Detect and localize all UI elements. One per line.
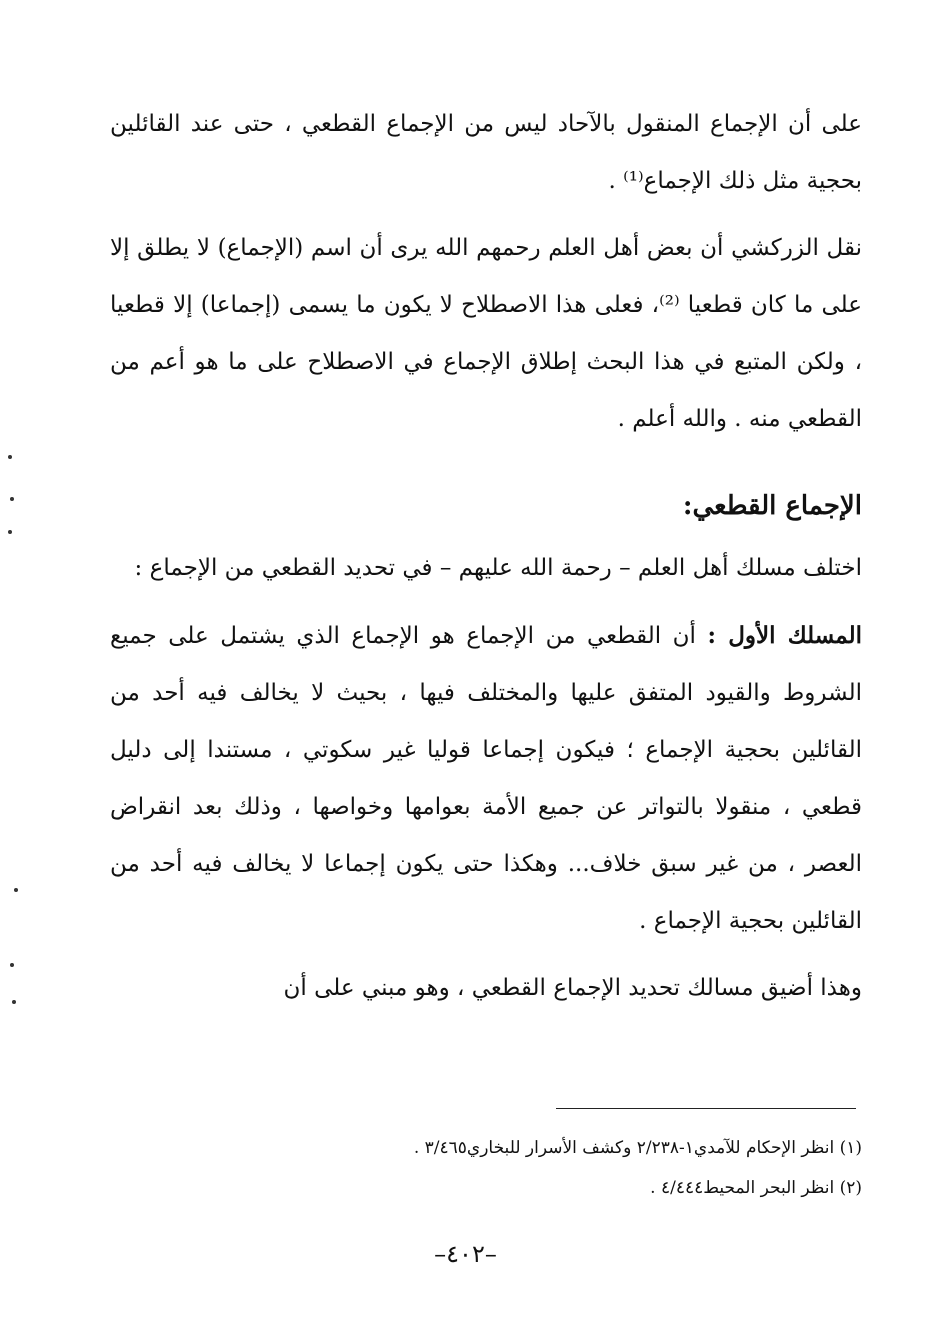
- paragraph-2: نقل الزركشي أن بعض أهل العلم رحمهم الله يرى أن اسم (الإجماع) لا يطلق إلا على ما كان قطعيا ⁽²⁾، فعلى هذا الاصطلاح لا يكون ما يسمى (إجماعا) إلا قطعيا ، ولكن المتبع في هذا البحث إطلاق الإجماع في الاصطلاح على ما هو أعم من القطعي منه . والله أعلم .: [110, 235, 862, 432]
- footnote-2: (٢) انظر البحر المحيط٤/٤٤٤ .: [650, 1178, 862, 1198]
- first-path-paragraph: [110, 607, 862, 950]
- scan-speck: [8, 455, 12, 459]
- paragraph-1: على أن الإجماع المنقول بالآحاد ليس من الإجماع القطعي ، حتى عند القائلين بحجية مثل ذلك الإجماع⁽¹⁾ .: [110, 111, 862, 194]
- section-heading: الإجماع القطعي:: [682, 491, 862, 521]
- footnote-separator: [556, 1108, 856, 1109]
- intro-paragraph: اختلف مسلك أهل العلم – رحمة الله عليهم – في تحديد القطعي من الإجماع :: [134, 555, 862, 581]
- scan-speck: [8, 530, 12, 534]
- page-number: –٤٠٢–: [434, 1240, 497, 1268]
- footnotes: [110, 1128, 862, 1208]
- page-body: [110, 96, 862, 1017]
- scan-speck: [14, 888, 18, 892]
- first-path-label: المسلك الأول :: [707, 622, 862, 649]
- last-paragraph: وهذا أضيق مسالك تحديد الإجماع القطعي ، وهو مبني على أن: [283, 975, 862, 1001]
- first-path-text: أن القطعي من الإجماع هو الإجماع الذي يشتمل على جميع الشروط والقيود المتفق عليها والمختلف فيها ، بحيث لا يخالف فيه أحد من القائلين بحجية الإجماع ؛ فيكون إجماعا قوليا غير سكوتي ، مستندا إلى دليل قطعي ، منقولا بالتواتر عن جميع الأمة بعوامها وخواصها ، وذلك بعد انقراض العصر ، من غير سبق خلاف... وهكذا حتى يكون إجماعا لا يخالف فيه أحد من القائلين بحجية الإجماع .: [110, 623, 862, 934]
- scan-speck: [10, 963, 14, 967]
- footnote-1: (١) انظر الإحكام للآمدي١-٢/٢٣٨ وكشف الأسرار للبخاري٣/٤٦٥ .: [413, 1138, 862, 1158]
- scan-speck: [10, 497, 14, 501]
- scan-speck: [12, 1000, 16, 1004]
